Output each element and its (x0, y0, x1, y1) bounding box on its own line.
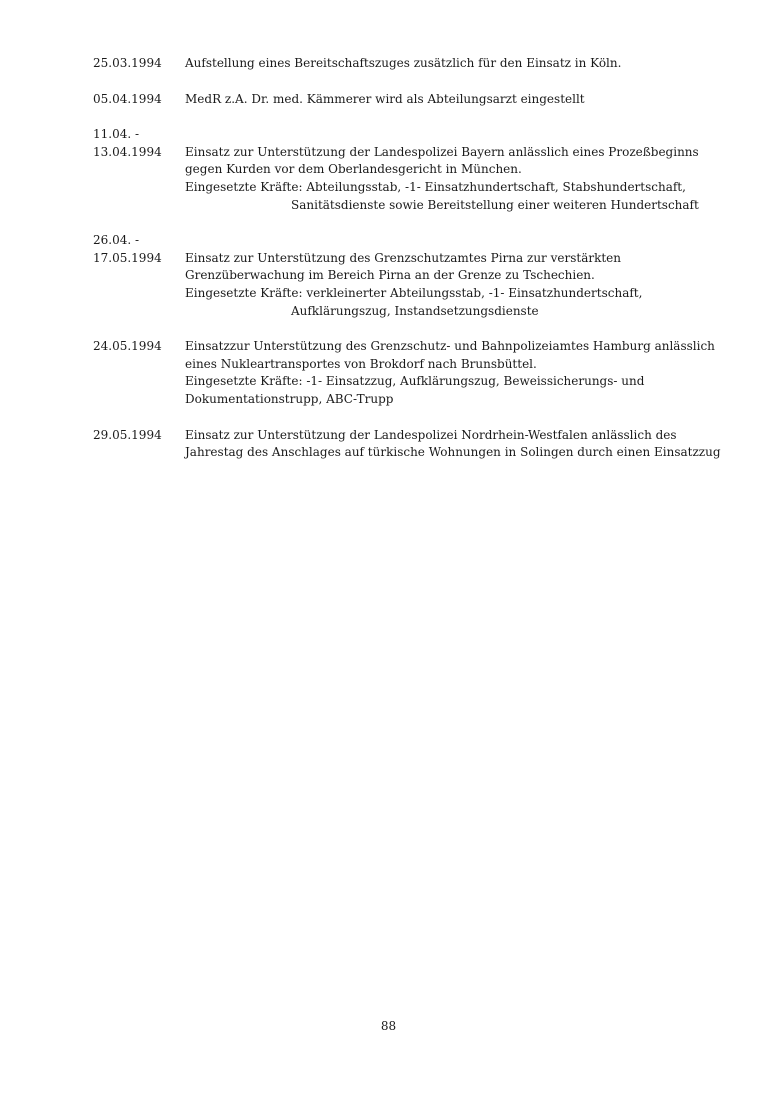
entry-text-line: Einsatz zur Unterstützung der Landespolizei Nordrhein-Westfalen anlässlich des (185, 427, 677, 442)
entry-text-line: MedR z.A. Dr. med. Kämmerer wird als Abteilungsarzt eingestellt (185, 91, 585, 106)
entry-text-line: Dokumentationstrupp, ABC-Trupp (185, 391, 394, 406)
chronology-entry (93, 126, 699, 214)
entry-date-value: 29.05.1994 (93, 427, 162, 442)
entry-date (93, 55, 183, 73)
entry-date-range-start: 26.04. - (93, 233, 140, 248)
entry-text-line: Jahrestag des Anschlages auf türkische Wohnungen in Solingen durch einen Einsatzzug (185, 445, 721, 460)
chronology-entry (93, 427, 721, 462)
entry-date (93, 126, 183, 161)
entry-date-value: 24.05.1994 (93, 339, 162, 354)
entry-date (93, 338, 183, 356)
entry-text-line: eines Nukleartransportes von Brokdorf nach Brunsbüttel. (185, 356, 537, 371)
entry-date-value: 17.05.1994 (93, 250, 162, 265)
entry-text-line: Einsatzzur Unterstützung des Grenzschutz- und Bahnpolizeiamtes Hamburg anlässlich (185, 339, 715, 354)
entry-text-continuation: Aufklärungszug, Instandsetzungsdienste (291, 303, 539, 318)
entry-date-value: 25.03.1994 (93, 56, 162, 70)
page-number: 88 (380, 1019, 397, 1033)
chronology-entry (93, 232, 693, 320)
entry-date (93, 232, 183, 267)
entry-date-value: 13.04.1994 (93, 144, 162, 159)
chronology-entry (93, 91, 693, 109)
chronology-entry (93, 55, 693, 73)
entry-description (185, 91, 693, 109)
entry-text-line: Aufstellung eines Bereitschaftszuges zusätzlich für den Einsatz in Köln. (185, 56, 622, 70)
entry-description (185, 55, 693, 73)
entry-description (185, 126, 699, 214)
entry-description (185, 338, 715, 408)
entry-text-line: Eingesetzte Kräfte: verkleinerter Abteilungsstab, -1- Einsatzhundertschaft, (185, 285, 643, 300)
chronology-list (93, 55, 721, 480)
entry-text-line: Eingesetzte Kräfte: Abteilungsstab, -1- Einsatzhundertschaft, Stabshundertschaft, (185, 179, 686, 194)
entry-description (185, 427, 721, 462)
entry-date (93, 91, 183, 109)
entry-description (185, 232, 693, 320)
entry-text-line: Einsatz zur Unterstützung der Landespolizei Bayern anlässlich eines Prozeßbeginns (185, 144, 699, 159)
entry-date-value: 05.04.1994 (93, 91, 162, 106)
entry-text-line: Eingesetzte Kräfte: -1- Einsatzzug, Aufklärungszug, Beweissicherungs- und (185, 374, 645, 389)
entry-text-line: Einsatz zur Unterstützung des Grenzschutzamtes Pirna zur verstärkten (185, 250, 622, 265)
entry-date (93, 427, 183, 445)
chronology-entry (93, 338, 715, 408)
entry-date-range-start: 11.04. - (93, 127, 140, 142)
entry-text-line: Grenzüberwachung im Bereich Pirna an der Grenze zu Tschechien. (185, 268, 595, 283)
entry-text-continuation: Sanitätsdienste sowie Bereitstellung einer weiteren Hundertschaft (291, 197, 699, 212)
entry-text-line: gegen Kurden vor dem Oberlandesgericht in München. (185, 162, 522, 177)
